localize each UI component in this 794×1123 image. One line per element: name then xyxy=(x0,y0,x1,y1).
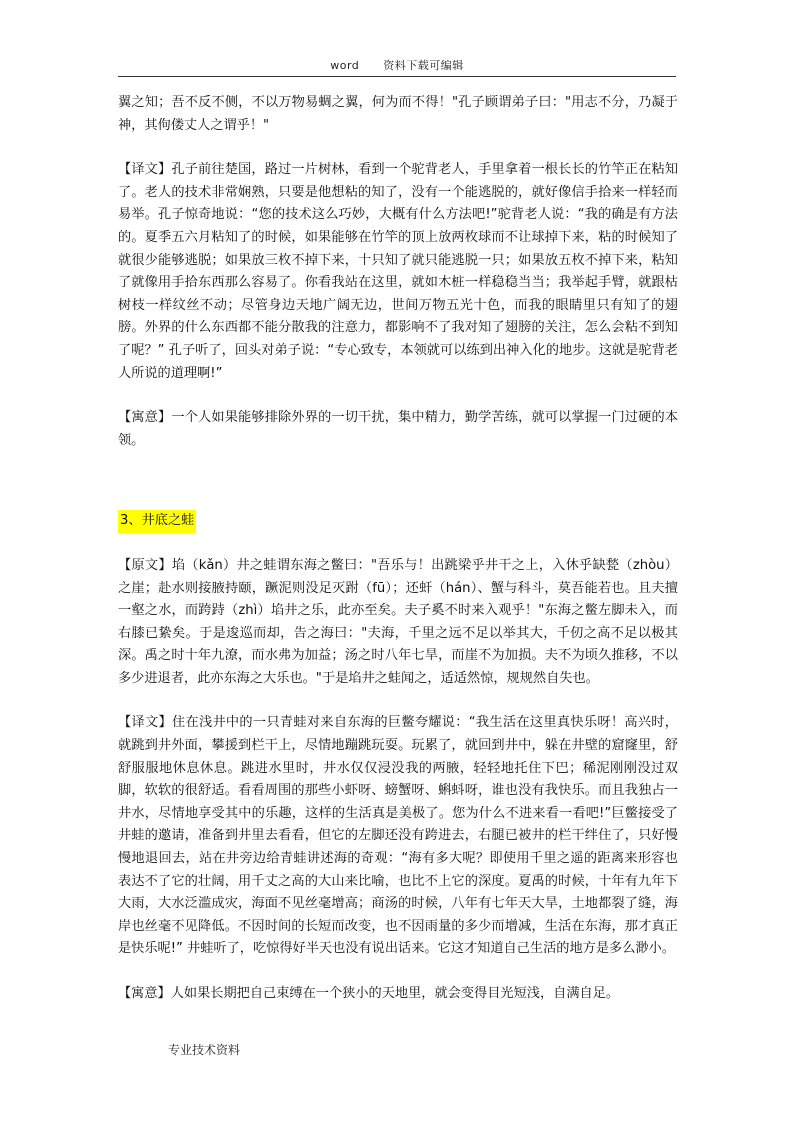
page-footer: 专业技术资料 xyxy=(168,1043,241,1057)
translation-paragraph xyxy=(118,159,678,385)
moral-paragraph xyxy=(118,407,678,452)
moral-label: 【寓意】 xyxy=(118,986,171,1001)
translation-label: 【译文】 xyxy=(118,162,172,178)
translation-paragraph xyxy=(118,712,678,961)
original-text-tail: 翼之知；吾不反不侧，不以万物易蜩之翼，何为而不得！"孔子顾谓弟子曰："用志不分，乃凝于神，其佝偻丈人之谓乎！" xyxy=(118,95,678,133)
moral-text: 人如果长期把自己束缚在一个狭小的天地里，就会变得目光短浅，自满自足。 xyxy=(170,986,620,1001)
document-body xyxy=(118,92,678,1006)
original-text: 埳（kǎn）井之蛙谓东海之鳖曰："吾乐与！出跳梁乎井干之上，入休乎缺甃（zhòu）之崖；赴水则接腋持颐，蹶泥则没足灭跗（fū）；还虷（hán）、蟹与科斗，莫吾能若也。且夫擅一壑之水，而跨跱（zhì）埳井之乐，此亦至矣。夫子奚不时来入观乎！"东海之鳖左脚未入，而右膝已絷矣。于是逡巡而却，告之海曰："夫海，千里之远不足以举其大，千仞之高不足以极其深。禹之时十年九潦，而水弗为加益；汤之时八年七旱，而崖不为加损。夫不为顷久推移，不以多少进退者，此亦东海之大乐也。"于是埳井之蛙闻之，适适然惊，规规然自失也。 xyxy=(118,557,678,686)
translation-label: 【译文】 xyxy=(118,715,172,731)
original-label: 【原文】 xyxy=(118,557,172,573)
translation-text: 住在浅井中的一只青蛙对来自东海的巨鳖夸耀说：“我生活在这里真快乐呀！高兴时，就跳到井外面，攀援到栏干上，尽情地蹦跳玩耍。玩累了，就回到井中，躲在井壁的窟窿里，舒舒服服地休息休息。跳进水里时，井水仅仅浸没我的两腋，轻轻地托住下巴；稀泥刚刚没过双脚，软软的很舒适。看看周围的那些小虾呀、螃蟹呀、蝌蚪呀，谁也没有我快乐。而且我独占一井水，尽情地享受其中的乐趣，这样的生活真是美极了。您为什么不进来看一看吧!”巨鳖接受了井蛙的邀请，准备到井里去看看，但它的左脚还没有跨进去，右腿已被井的栏干绊住了，只好慢慢地退回去，站在井旁边给青蛙讲述海的奇观：“海有多大呢？即使用千里之遥的距离来形容也表达不了它的壮阔，用千丈之高的大山来比喻，也比不上它的深度。夏禹的时候，十年有九年下大雨，大水泛滥成灾，海面不见丝毫增高；商汤的时候，八年有七年天大旱，土地都裂了缝，海岸也丝毫不见降低。不因时间的长短而改变，也不因雨量的多少而增减，生活在东海，那才真正是快乐呢!” 井蛙听了，吃惊得好半天也没有说出话来。它这才知道自己生活的地方是多么渺小。 xyxy=(118,715,678,957)
moral-label: 【寓意】 xyxy=(118,410,172,426)
translation-text: 孔子前往楚国，路过一片树林，看到一个驼背老人，手里拿着一根长长的竹竿正在粘知了。老人的技术非常娴熟，只要是他想粘的知了，没有一个能逃脱的，就好像信手拾来一样轻而易举。孔子惊奇地说：“您的技术这么巧妙，大概有什么方法吧!”驼背老人说：“我的确是有方法的。夏季五六月粘知了的时候，如果能够在竹竿的顶上放两枚球而不让球掉下来，粘的时候知了就很少能够逃脱；如果放三枚不掉下来，十只知了就只能逃脱一只；如果放五枚不掉下来，粘知了就像用手拾东西那么容易了。你看我站在这里，就如木桩一样稳稳当当；我举起手臂，就跟枯树枝一样纹丝不动；尽管身边天地广阔无边，世间万物五光十色，而我的眼睛里只有知了的翅膀。外界的什么东西都不能分散我的注意力，都影响不了我对知了翅膀的关注，怎么会粘不到知了呢？” 孔子听了，回头对弟子说：“专心致专，本领就可以练到出神入化的地步。这就是驼背老人所说的道理啊!” xyxy=(118,162,679,381)
page-header xyxy=(118,57,676,77)
moral-paragraph xyxy=(118,983,678,1006)
header-left-text: word xyxy=(330,59,360,72)
header-right-text: 资料下载可编辑 xyxy=(383,59,464,72)
moral-text: 一个人如果能够排除外界的一切干扰，集中精力，勤学苦练，就可以掌握一门过硬的本领。 xyxy=(118,410,679,448)
original-paragraph xyxy=(118,555,678,691)
section-title: 3、井底之蛙 xyxy=(118,510,196,533)
